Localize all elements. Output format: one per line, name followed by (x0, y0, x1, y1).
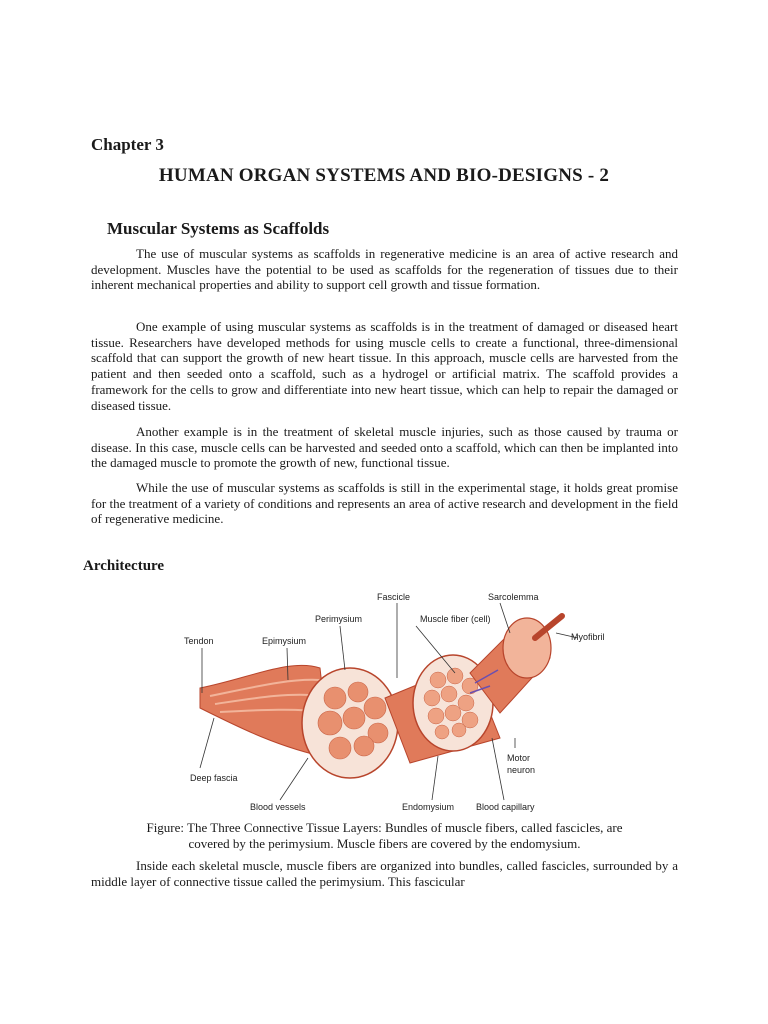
paragraph-2 (91, 319, 678, 413)
paragraph-1 (91, 246, 678, 293)
label-deep-fascia: Deep fascia (190, 773, 238, 783)
caption-line-2: covered by the perimysium. Muscle fibers are covered by the endomysium. (188, 835, 581, 851)
chapter-label: Chapter 3 (91, 135, 164, 154)
chapter-title: HUMAN ORGAN SYSTEMS AND BIO-DESIGNS - 2 (158, 165, 610, 186)
paragraph-text: Another example is in the treatment of skeletal muscle injuries, such as those caused by trauma or disease. In this case, muscle cells can be harvested and seeded onto a scaffold, which can then be implanted into the damaged muscle to promote the growth of new, functional tissue. (91, 424, 678, 471)
paragraph-text: The use of muscular systems as scaffolds in regenerative medicine is an area of active research and development. Muscles have the potential to be used as scaffolds for the regeneration of tissues due to their inherent mechanical properties and ability to support cell growth and tissue formation. (91, 246, 678, 293)
label-fascicle: Fascicle (377, 592, 411, 602)
label-sarcolemma: Sarcolemma (488, 592, 539, 602)
caption-line-1: Figure: The Three Connective Tissue Layers: Bundles of muscle fibers, called fascicles, are (146, 820, 623, 835)
label-tendon: Tendon (184, 636, 214, 646)
label-muscle-fiber: Muscle fiber (cell) (420, 614, 491, 624)
paragraph-text: One example of using muscular systems as scaffolds is in the treatment of damaged or diseased heart tissue. Researchers have developed methods for using muscle cells to create a functional, three-dimensional scaffold that can support the growth of new heart tissue. In this approach, muscle cells are harvested from the patient and then seeded onto a scaffold, such as a hydrogel or artificial matrix. The scaffold provides a framework for the cells to grow and differentiate into new heart tissue, which can help to repair the damaged or diseased tissue. (91, 319, 678, 413)
paragraph-text: Inside each skeletal muscle, muscle fibers are organized into bundles, called fascicles, surrounded by a middle layer of connective tissue called the perimysium. This fascicular (91, 858, 678, 889)
figure-caption (91, 820, 678, 851)
label-neuron: neuron (507, 765, 536, 775)
label-blood-vessels: Blood vessels (250, 802, 306, 812)
muscle-anatomy-figure (170, 588, 605, 816)
paragraph-text: While the use of muscular systems as scaffolds is still in the experimental stage, it holds great promise for the treatment of a variety of conditions and represents an area of active research and development in the field of regenerative medicine. (91, 480, 678, 527)
paragraph-3 (91, 424, 678, 471)
label-perimysium: Perimysium (315, 614, 363, 624)
label-blood-capillary: Blood capillary (476, 802, 535, 812)
label-motor: Motor (507, 753, 531, 763)
label-myofibril: Myofibril (571, 632, 605, 642)
paragraph-4 (91, 480, 678, 527)
section-heading: Muscular Systems as Scaffolds (107, 219, 330, 238)
architecture-heading: Architecture (83, 558, 165, 574)
label-epimysium: Epimysium (262, 636, 307, 646)
paragraph-5 (91, 858, 678, 889)
label-endomysium: Endomysium (402, 802, 455, 812)
